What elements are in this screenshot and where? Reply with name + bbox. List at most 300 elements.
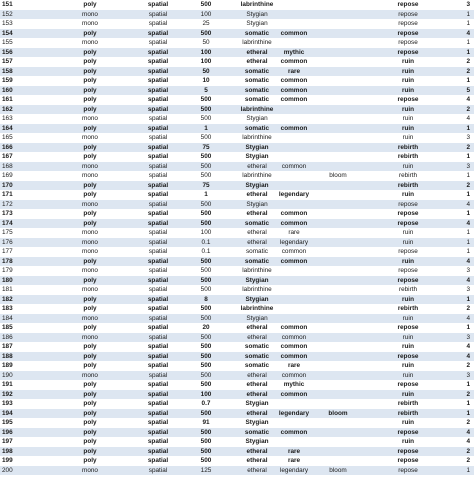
type-cell[interactable]: mono	[82, 286, 98, 293]
rarity-cell[interactable]: common	[280, 77, 308, 84]
realm-cell[interactable]: somatic	[244, 362, 270, 369]
row-id-cell[interactable]: 182	[2, 295, 13, 303]
rarity-cell[interactable]: legendary	[279, 238, 309, 246]
realm-cell[interactable]: labrinthine	[242, 134, 272, 141]
state-cell[interactable]: repose	[397, 210, 419, 217]
type-cell[interactable]: mono	[82, 162, 98, 170]
count-cell[interactable]: 2	[466, 67, 470, 75]
rarity-cell[interactable]	[266, 105, 322, 115]
value-cell[interactable]: 500	[200, 428, 212, 436]
extra-cell[interactable]: bloom	[329, 172, 347, 179]
rarity-cell[interactable]	[266, 437, 322, 447]
row-id-cell[interactable]: 158	[2, 67, 13, 75]
row-id-cell[interactable]: 152	[2, 10, 13, 18]
value-cell[interactable]: 75	[202, 143, 210, 151]
space-cell[interactable]: spatial	[147, 124, 169, 132]
value-cell[interactable]: 500	[200, 438, 212, 445]
space-cell[interactable]: spatial	[147, 409, 169, 417]
realm-cell[interactable]: etheral	[246, 210, 268, 217]
count-cell[interactable]: 4	[466, 115, 470, 122]
value-cell[interactable]: 500	[200, 276, 212, 284]
extra-cell[interactable]	[318, 105, 358, 115]
count-cell[interactable]: 1	[466, 48, 470, 56]
realm-cell[interactable]: etheral	[246, 447, 268, 455]
type-cell[interactable]: poly	[83, 343, 97, 350]
state-cell[interactable]: ruin	[401, 362, 415, 369]
row-id-cell[interactable]: 168	[2, 162, 13, 170]
state-cell[interactable]: repose	[398, 267, 418, 274]
space-cell[interactable]: spatial	[147, 105, 169, 113]
state-cell[interactable]: ruin	[401, 390, 415, 398]
value-cell[interactable]: 500	[200, 333, 212, 341]
extra-cell[interactable]	[318, 181, 358, 191]
realm-cell[interactable]: etheral	[247, 162, 267, 170]
rarity-cell[interactable]	[266, 266, 322, 276]
type-cell[interactable]: mono	[82, 238, 98, 246]
realm-cell[interactable]: labrinthine	[242, 172, 272, 179]
count-cell[interactable]: 1	[466, 324, 470, 331]
count-cell[interactable]: 4	[466, 257, 470, 265]
extra-cell[interactable]	[318, 219, 358, 229]
type-cell[interactable]: poly	[83, 86, 97, 94]
count-cell[interactable]: 2	[466, 143, 470, 151]
space-cell[interactable]: spatial	[148, 200, 168, 208]
space-cell[interactable]: spatial	[148, 314, 168, 322]
state-cell[interactable]: rebirth	[397, 400, 419, 407]
extra-cell[interactable]	[318, 228, 358, 238]
value-cell[interactable]: 75	[202, 181, 210, 189]
realm-cell[interactable]: Stygian	[246, 314, 268, 322]
space-cell[interactable]: spatial	[147, 143, 169, 151]
extra-cell[interactable]	[318, 48, 358, 58]
row-id-cell[interactable]: 192	[2, 390, 13, 398]
extra-cell[interactable]	[318, 323, 358, 333]
extra-cell[interactable]	[318, 456, 358, 466]
type-cell[interactable]: poly	[83, 362, 97, 369]
row-id-cell[interactable]: 186	[2, 333, 13, 341]
type-cell[interactable]: poly	[83, 447, 97, 455]
count-cell[interactable]: 4	[466, 29, 470, 37]
space-cell[interactable]: spatial	[148, 39, 168, 46]
extra-cell[interactable]	[318, 304, 358, 314]
count-cell[interactable]: 3	[466, 134, 470, 141]
row-id-cell[interactable]: 157	[2, 58, 13, 65]
extra-cell[interactable]	[318, 38, 358, 48]
extra-cell[interactable]	[318, 266, 358, 276]
space-cell[interactable]: spatial	[148, 134, 168, 141]
row-id-cell[interactable]: 195	[2, 419, 13, 426]
rarity-cell[interactable]	[266, 19, 322, 29]
value-cell[interactable]: 1	[204, 191, 208, 198]
count-cell[interactable]: 1	[466, 381, 470, 388]
value-cell[interactable]: 500	[200, 457, 212, 464]
count-cell[interactable]: 4	[466, 96, 470, 103]
state-cell[interactable]: ruin	[401, 257, 415, 265]
space-cell[interactable]: spatial	[147, 343, 169, 350]
row-id-cell[interactable]: 184	[2, 314, 13, 322]
realm-cell[interactable]: somatic	[244, 29, 270, 37]
type-cell[interactable]: mono	[82, 248, 98, 255]
extra-cell[interactable]	[318, 428, 358, 438]
space-cell[interactable]: spatial	[148, 286, 168, 293]
space-cell[interactable]: spatial	[147, 219, 169, 227]
count-cell[interactable]: 1	[466, 466, 470, 474]
space-cell[interactable]: spatial	[148, 20, 168, 27]
extra-cell[interactable]	[318, 361, 358, 371]
realm-cell[interactable]: etheral	[247, 238, 267, 246]
type-cell[interactable]: poly	[83, 1, 97, 8]
extra-cell[interactable]	[318, 447, 358, 457]
value-cell[interactable]: 0.1	[201, 248, 211, 255]
count-cell[interactable]: 2	[466, 362, 470, 369]
space-cell[interactable]: spatial	[148, 267, 168, 274]
space-cell[interactable]: spatial	[148, 333, 168, 341]
rarity-cell[interactable]	[266, 181, 322, 191]
space-cell[interactable]: spatial	[148, 115, 168, 122]
realm-cell[interactable]: somatic	[244, 96, 270, 103]
state-cell[interactable]: repose	[397, 447, 419, 455]
row-id-cell[interactable]: 188	[2, 352, 13, 360]
space-cell[interactable]: spatial	[147, 1, 169, 8]
extra-cell[interactable]	[318, 86, 358, 96]
rarity-cell[interactable]	[266, 0, 322, 10]
state-cell[interactable]: rebirth	[397, 409, 419, 417]
state-cell[interactable]: repose	[397, 352, 419, 360]
type-cell[interactable]: poly	[83, 77, 97, 84]
value-cell[interactable]: 1	[204, 124, 208, 132]
value-cell[interactable]: 500	[200, 257, 212, 265]
count-cell[interactable]: 5	[466, 86, 470, 94]
realm-cell[interactable]: Stygian	[245, 400, 269, 407]
space-cell[interactable]: spatial	[147, 438, 169, 445]
row-id-cell[interactable]: 155	[2, 39, 13, 46]
realm-cell[interactable]: labrinthine	[240, 305, 274, 312]
state-cell[interactable]: repose	[397, 219, 419, 227]
rarity-cell[interactable]	[266, 171, 322, 181]
value-cell[interactable]: 500	[200, 343, 212, 350]
row-id-cell[interactable]: 200	[2, 466, 13, 474]
extra-cell[interactable]: bloom	[328, 409, 348, 417]
space-cell[interactable]: spatial	[147, 77, 169, 84]
realm-cell[interactable]: somatic	[244, 124, 270, 132]
state-cell[interactable]: ruin	[402, 314, 414, 322]
realm-cell[interactable]: Stygian	[246, 200, 268, 208]
rarity-cell[interactable]: common	[280, 390, 308, 398]
space-cell[interactable]: spatial	[148, 172, 168, 179]
space-cell[interactable]: spatial	[147, 191, 169, 198]
row-id-cell[interactable]: 167	[2, 153, 13, 160]
rarity-cell[interactable]: legendary	[278, 409, 310, 417]
rarity-cell[interactable]	[266, 314, 322, 324]
extra-cell[interactable]	[318, 143, 358, 153]
type-cell[interactable]: poly	[83, 210, 97, 217]
state-cell[interactable]: repose	[397, 381, 419, 388]
rarity-cell[interactable]: common	[280, 343, 308, 350]
extra-cell[interactable]	[318, 437, 358, 447]
type-cell[interactable]: poly	[83, 153, 97, 160]
space-cell[interactable]: spatial	[147, 381, 169, 388]
space-cell[interactable]: spatial	[147, 400, 169, 407]
extra-cell[interactable]	[318, 238, 358, 248]
realm-cell[interactable]: Stygian	[246, 20, 268, 27]
extra-cell[interactable]	[318, 29, 358, 39]
rarity-cell[interactable]: common	[280, 352, 308, 360]
state-cell[interactable]: ruin	[401, 419, 415, 426]
realm-cell[interactable]: Stygian	[245, 153, 269, 160]
extra-cell[interactable]	[318, 371, 358, 381]
rarity-cell[interactable]	[266, 143, 322, 153]
extra-cell[interactable]	[318, 333, 358, 343]
state-cell[interactable]: rebirth	[398, 286, 418, 293]
state-cell[interactable]: ruin	[401, 191, 415, 198]
count-cell[interactable]: 1	[466, 295, 470, 303]
space-cell[interactable]: spatial	[147, 48, 169, 56]
type-cell[interactable]: poly	[83, 457, 97, 464]
space-cell[interactable]: spatial	[147, 362, 169, 369]
state-cell[interactable]: repose	[397, 29, 419, 37]
space-cell[interactable]: spatial	[148, 162, 168, 170]
rarity-cell[interactable]	[266, 276, 322, 286]
state-cell[interactable]: repose	[398, 39, 418, 46]
count-cell[interactable]: 3	[466, 286, 470, 293]
realm-cell[interactable]: labrinthine	[242, 286, 272, 293]
row-id-cell[interactable]: 166	[2, 143, 13, 151]
rarity-cell[interactable]	[266, 295, 322, 305]
type-cell[interactable]: mono	[82, 371, 98, 379]
rarity-cell[interactable]	[266, 10, 322, 20]
space-cell[interactable]: spatial	[148, 238, 168, 246]
type-cell[interactable]: mono	[82, 115, 98, 122]
type-cell[interactable]: poly	[83, 352, 97, 360]
extra-cell[interactable]	[318, 285, 358, 295]
type-cell[interactable]: poly	[83, 143, 97, 151]
type-cell[interactable]: mono	[82, 200, 98, 208]
rarity-cell[interactable]	[266, 133, 322, 143]
extra-cell[interactable]	[318, 209, 358, 219]
rarity-cell[interactable]: common	[281, 248, 307, 255]
value-cell[interactable]: 500	[200, 96, 212, 103]
space-cell[interactable]: spatial	[147, 96, 169, 103]
state-cell[interactable]: ruin	[402, 134, 414, 141]
count-cell[interactable]: 1	[466, 77, 470, 84]
realm-cell[interactable]: Stygian	[246, 10, 268, 18]
space-cell[interactable]: spatial	[147, 276, 169, 284]
rarity-cell[interactable]	[266, 114, 322, 124]
state-cell[interactable]: ruin	[401, 343, 415, 350]
row-id-cell[interactable]: 174	[2, 219, 13, 227]
row-id-cell[interactable]: 176	[2, 238, 13, 246]
extra-cell[interactable]	[318, 257, 358, 267]
value-cell[interactable]: 500	[200, 314, 212, 322]
value-cell[interactable]: 500	[200, 172, 212, 179]
state-cell[interactable]: ruin	[402, 115, 414, 122]
realm-cell[interactable]: labrinthine	[242, 267, 272, 274]
value-cell[interactable]: 100	[200, 390, 212, 398]
extra-cell[interactable]	[318, 76, 358, 86]
state-cell[interactable]: rebirth	[397, 153, 419, 160]
type-cell[interactable]: mono	[82, 466, 98, 474]
type-cell[interactable]: poly	[83, 67, 97, 75]
row-id-cell[interactable]: 193	[2, 400, 13, 407]
row-id-cell[interactable]: 151	[2, 1, 13, 8]
value-cell[interactable]: 20	[202, 324, 210, 331]
type-cell[interactable]: poly	[83, 29, 97, 37]
state-cell[interactable]: rebirth	[398, 172, 418, 179]
state-cell[interactable]: ruin	[401, 124, 415, 132]
state-cell[interactable]: repose	[397, 324, 419, 331]
count-cell[interactable]: 2	[466, 305, 470, 312]
count-cell[interactable]: 3	[466, 1, 470, 8]
value-cell[interactable]: 5	[204, 86, 208, 94]
type-cell[interactable]: mono	[82, 267, 98, 274]
state-cell[interactable]: repose	[397, 457, 419, 464]
rarity-cell[interactable]	[266, 285, 322, 295]
extra-cell[interactable]	[318, 114, 358, 124]
rarity-cell[interactable]: rare	[288, 229, 300, 236]
count-cell[interactable]: 4	[466, 428, 470, 436]
space-cell[interactable]: spatial	[147, 457, 169, 464]
space-cell[interactable]: spatial	[148, 229, 168, 236]
extra-cell[interactable]	[318, 124, 358, 134]
value-cell[interactable]: 500	[200, 105, 212, 113]
extra-cell[interactable]	[318, 133, 358, 143]
value-cell[interactable]: 500	[200, 153, 212, 160]
state-cell[interactable]: rebirth	[397, 181, 419, 189]
realm-cell[interactable]: Stygian	[245, 295, 269, 303]
realm-cell[interactable]: Stygian	[245, 181, 269, 189]
state-cell[interactable]: ruin	[402, 333, 414, 341]
row-id-cell[interactable]: 171	[2, 191, 13, 198]
rarity-cell[interactable]	[266, 200, 322, 210]
row-id-cell[interactable]: 170	[2, 181, 13, 189]
state-cell[interactable]: ruin	[402, 229, 414, 236]
rarity-cell[interactable]: common	[280, 257, 308, 265]
count-cell[interactable]: 2	[466, 457, 470, 464]
realm-cell[interactable]: etheral	[247, 333, 267, 341]
realm-cell[interactable]: somatic	[244, 77, 270, 84]
value-cell[interactable]: 8	[204, 295, 208, 303]
row-id-cell[interactable]: 169	[2, 172, 13, 179]
count-cell[interactable]: 3	[466, 162, 470, 170]
row-id-cell[interactable]: 181	[2, 286, 13, 293]
realm-cell[interactable]: somatic	[244, 343, 270, 350]
extra-cell[interactable]	[318, 380, 358, 390]
rarity-cell[interactable]: common	[280, 324, 308, 331]
state-cell[interactable]: repose	[398, 466, 418, 474]
row-id-cell[interactable]: 196	[2, 428, 13, 436]
row-id-cell[interactable]: 172	[2, 200, 13, 208]
extra-cell[interactable]	[318, 276, 358, 286]
row-id-cell[interactable]: 161	[2, 96, 13, 103]
realm-cell[interactable]: somatic	[245, 248, 269, 255]
extra-cell[interactable]	[318, 247, 358, 257]
row-id-cell[interactable]: 199	[2, 457, 13, 464]
realm-cell[interactable]: somatic	[244, 86, 270, 94]
state-cell[interactable]: ruin	[401, 67, 415, 75]
state-cell[interactable]: repose	[397, 48, 419, 56]
count-cell[interactable]: 4	[466, 438, 470, 445]
type-cell[interactable]: poly	[83, 438, 97, 445]
rarity-cell[interactable]: rare	[287, 447, 301, 455]
value-cell[interactable]: 500	[200, 267, 212, 274]
extra-cell[interactable]	[318, 418, 358, 428]
rarity-cell[interactable]: common	[280, 124, 308, 132]
type-cell[interactable]: poly	[83, 409, 97, 417]
rarity-cell[interactable]: mythic	[283, 381, 305, 388]
count-cell[interactable]: 2	[466, 58, 470, 65]
state-cell[interactable]: repose	[398, 200, 418, 208]
value-cell[interactable]: 500	[200, 447, 212, 455]
realm-cell[interactable]: etheral	[246, 191, 268, 198]
count-cell[interactable]: 2	[466, 447, 470, 455]
count-cell[interactable]: 4	[466, 200, 470, 208]
count-cell[interactable]: 1	[466, 238, 470, 246]
type-cell[interactable]: mono	[82, 134, 98, 141]
count-cell[interactable]: 1	[466, 20, 470, 27]
count-cell[interactable]: 1	[466, 172, 470, 179]
space-cell[interactable]: spatial	[148, 371, 168, 379]
count-cell[interactable]: 4	[466, 314, 470, 322]
value-cell[interactable]: 500	[200, 352, 212, 360]
row-id-cell[interactable]: 156	[2, 48, 13, 56]
state-cell[interactable]: ruin	[402, 371, 414, 379]
realm-cell[interactable]: etheral	[247, 229, 267, 236]
value-cell[interactable]: 91	[202, 419, 210, 426]
value-cell[interactable]: 10	[202, 77, 210, 84]
count-cell[interactable]: 2	[466, 390, 470, 398]
type-cell[interactable]: mono	[82, 20, 98, 27]
state-cell[interactable]: repose	[397, 276, 419, 284]
rarity-cell[interactable]: common	[280, 29, 308, 37]
state-cell[interactable]: ruin	[401, 105, 415, 113]
rarity-cell[interactable]: legendary	[278, 191, 310, 198]
space-cell[interactable]: spatial	[148, 10, 168, 18]
value-cell[interactable]: 100	[200, 10, 212, 18]
row-id-cell[interactable]: 194	[2, 409, 13, 417]
value-cell[interactable]: 125	[200, 466, 212, 474]
type-cell[interactable]: mono	[82, 333, 98, 341]
value-cell[interactable]: 0.7	[201, 400, 211, 407]
value-cell[interactable]: 500	[200, 210, 212, 217]
realm-cell[interactable]: etheral	[246, 457, 268, 464]
realm-cell[interactable]: etheral	[246, 324, 268, 331]
space-cell[interactable]: spatial	[147, 324, 169, 331]
type-cell[interactable]: poly	[83, 96, 97, 103]
space-cell[interactable]: spatial	[148, 466, 168, 474]
extra-cell[interactable]	[318, 314, 358, 324]
rarity-cell[interactable]	[266, 152, 322, 162]
state-cell[interactable]: ruin	[402, 238, 414, 246]
row-id-cell[interactable]: 198	[2, 447, 13, 455]
count-cell[interactable]: 1	[466, 210, 470, 217]
type-cell[interactable]: mono	[82, 172, 98, 179]
realm-cell[interactable]: etheral	[246, 381, 268, 388]
extra-cell[interactable]	[318, 200, 358, 210]
realm-cell[interactable]: somatic	[244, 219, 270, 227]
row-id-cell[interactable]: 197	[2, 438, 13, 445]
space-cell[interactable]: spatial	[147, 352, 169, 360]
type-cell[interactable]: poly	[83, 219, 97, 227]
extra-cell[interactable]	[318, 190, 358, 200]
rarity-cell[interactable]: common	[281, 333, 307, 341]
row-id-cell[interactable]: 160	[2, 86, 13, 94]
space-cell[interactable]: spatial	[147, 428, 169, 436]
row-id-cell[interactable]: 153	[2, 20, 13, 27]
value-cell[interactable]: 500	[200, 371, 212, 379]
rarity-cell[interactable]: common	[280, 428, 308, 436]
rarity-cell[interactable]: rare	[287, 67, 301, 75]
realm-cell[interactable]: etheral	[246, 390, 268, 398]
